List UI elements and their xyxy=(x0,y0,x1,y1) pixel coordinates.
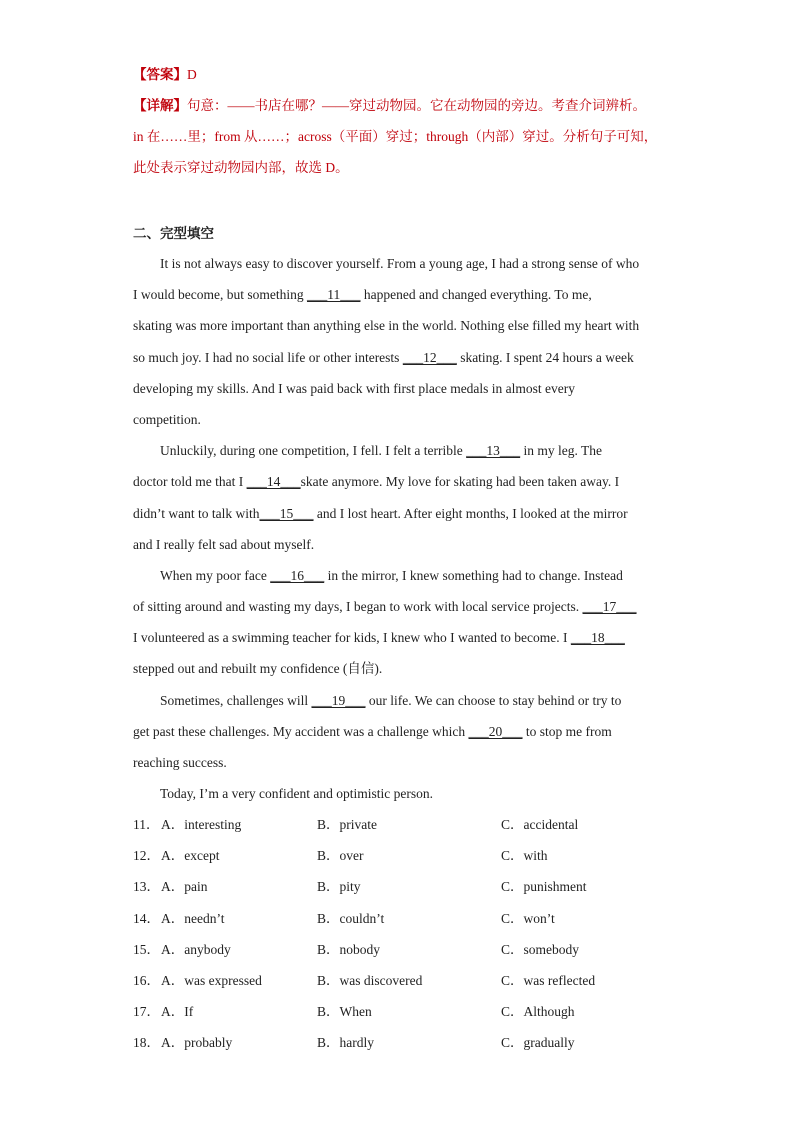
option-c[interactable]: C．somebody xyxy=(501,941,580,957)
passage-text: When my poor face xyxy=(160,567,271,583)
answer-explanation xyxy=(133,64,678,188)
option-c[interactable]: C．was reflected xyxy=(501,972,596,988)
passage-text: Today, I’m a very confident and optimistic person. xyxy=(160,786,433,802)
detail-line xyxy=(133,126,678,157)
passage-line xyxy=(133,440,673,471)
option-row xyxy=(133,814,673,845)
option-a[interactable]: A．probably xyxy=(161,1035,233,1051)
passage-line xyxy=(133,627,673,658)
option-b[interactable]: B．When xyxy=(317,1004,372,1020)
passage-text: and I lost heart. After eight months, I looked at the mirror xyxy=(313,505,628,521)
passage-line xyxy=(133,783,673,814)
answer-blank[interactable]: ___15___ xyxy=(259,505,314,521)
option-c[interactable]: C．with xyxy=(501,848,548,864)
passage-text: our life. We can choose to stay behind or try to xyxy=(365,692,622,708)
answer-line xyxy=(133,64,678,95)
question-number: 13． xyxy=(133,879,160,895)
passage-text: doctor told me that I xyxy=(133,474,247,490)
answer-label: 【答案】 xyxy=(133,67,187,82)
question-number: 14． xyxy=(133,910,160,926)
cloze-passage xyxy=(133,253,673,814)
passage-text: didn’t want to talk with xyxy=(133,505,260,521)
option-row xyxy=(133,845,673,876)
option-a[interactable]: A．except xyxy=(161,848,220,864)
options-list xyxy=(133,814,673,1064)
answer-blank[interactable]: ___14___ xyxy=(246,474,301,490)
question-number: 15． xyxy=(133,941,160,957)
passage-text: Sometimes, challenges will xyxy=(160,692,312,708)
option-a[interactable]: A．pain xyxy=(161,879,208,895)
option-b[interactable]: B．pity xyxy=(317,879,361,895)
passage-text: developing my skills. And I was paid back with first place medals in almost every xyxy=(133,380,576,396)
option-row xyxy=(133,1032,673,1063)
detail-text: 句意：——书店在哪？——穿过动物园。它在动物园的旁边。考查介词辨析。 xyxy=(187,98,646,113)
passage-text: in my leg. The xyxy=(520,443,603,459)
option-c[interactable]: C．won’t xyxy=(501,910,555,926)
answer-value: D xyxy=(187,67,197,82)
answer-blank[interactable]: ___18___ xyxy=(570,630,625,646)
option-row xyxy=(133,908,673,939)
passage-line xyxy=(133,752,673,783)
passage-text: skate anymore. My love for skating had been taken away. I xyxy=(300,474,620,490)
question-number: 17． xyxy=(133,1004,160,1020)
passage-text: to stop me from xyxy=(522,723,612,739)
passage-line xyxy=(133,409,673,440)
option-c[interactable]: C．accidental xyxy=(501,817,579,832)
passage-line xyxy=(133,690,673,721)
answer-blank[interactable]: ___13___ xyxy=(466,443,521,459)
passage-line xyxy=(133,503,673,534)
passage-text: reaching success. xyxy=(133,755,227,770)
passage-text: skating was more important than anything else in the world. Nothing else filled my heart with xyxy=(133,318,640,334)
detail-line xyxy=(133,157,678,188)
answer-blank[interactable]: ___11___ xyxy=(306,287,361,303)
option-a[interactable]: A．needn’t xyxy=(161,910,225,926)
section-title: 二、完型填空 xyxy=(133,226,214,241)
question-number: 12． xyxy=(133,848,160,864)
passage-text: competition. xyxy=(133,411,201,427)
option-c[interactable]: C．punishment xyxy=(501,879,587,895)
answer-blank[interactable]: ___12___ xyxy=(402,349,457,365)
passage-line xyxy=(133,284,673,315)
answer-blank[interactable]: ___20___ xyxy=(468,723,523,739)
passage-line xyxy=(133,658,673,689)
detail-line xyxy=(133,95,678,126)
passage-text: I would become, but something xyxy=(133,287,307,303)
detail-text: 此处表示穿过动物园内部，故选 D。 xyxy=(133,160,349,175)
option-a[interactable]: A．anybody xyxy=(161,941,231,957)
passage-text: stepped out and rebuilt my confidence (自信). xyxy=(133,661,383,677)
passage-line xyxy=(133,596,673,627)
option-b[interactable]: B．hardly xyxy=(317,1035,374,1051)
question-number: 11． xyxy=(133,817,160,832)
passage-text: in the mirror, I knew something had to change. Instead xyxy=(324,567,623,583)
detail-text: in 在……里；from 从……；across（平面）穿过；through（内部）穿过。分析句子可知， xyxy=(133,129,658,144)
question-number: 18． xyxy=(133,1035,160,1051)
option-a[interactable]: A．If xyxy=(161,1004,194,1020)
passage-line xyxy=(133,471,673,502)
option-b[interactable]: B．over xyxy=(317,848,364,864)
passage-line xyxy=(133,721,673,752)
passage-text: happened and changed everything. To me, xyxy=(360,287,592,303)
option-b[interactable]: B．was discovered xyxy=(317,972,423,988)
option-c[interactable]: C．Although xyxy=(501,1004,575,1020)
option-b[interactable]: B．couldn’t xyxy=(317,910,385,926)
option-row xyxy=(133,876,673,907)
passage-line xyxy=(133,534,673,565)
option-row xyxy=(133,939,673,970)
passage-line xyxy=(133,347,673,378)
question-number: 16． xyxy=(133,972,160,988)
passage-text: I volunteered as a swimming teacher for kids, I knew who I wanted to become. I xyxy=(133,630,571,646)
passage-text: skating. I spent 24 hours a week xyxy=(456,349,634,365)
passage-text: of sitting around and wasting my days, I began to work with local service projects. xyxy=(133,599,583,615)
option-a[interactable]: A．was expressed xyxy=(161,972,262,988)
passage-text: and I really felt sad about myself. xyxy=(133,536,315,552)
passage-text: It is not always easy to discover yourself. From a young age, I had a strong sense of who xyxy=(160,256,640,271)
answer-blank[interactable]: ___19___ xyxy=(311,692,366,708)
passage-text: Unluckily, during one competition, I fell. I felt a terrible xyxy=(160,443,467,459)
option-b[interactable]: B．nobody xyxy=(317,941,381,957)
option-a[interactable]: A．interesting xyxy=(161,817,242,832)
answer-blank[interactable]: ___16___ xyxy=(270,567,325,583)
option-b[interactable]: B．private xyxy=(317,817,377,832)
detail-label: 【详解】 xyxy=(133,98,187,113)
passage-line xyxy=(133,315,673,346)
answer-blank[interactable]: ___17___ xyxy=(582,599,637,615)
passage-line xyxy=(133,565,673,596)
option-row xyxy=(133,970,673,1001)
option-row xyxy=(133,1001,673,1032)
passage-text: so much joy. I had no social life or other interests xyxy=(133,349,403,365)
passage-line xyxy=(133,253,673,284)
passage-text: get past these challenges. My accident was a challenge which xyxy=(133,723,469,739)
option-c[interactable]: C．gradually xyxy=(501,1035,575,1051)
passage-line xyxy=(133,378,673,409)
